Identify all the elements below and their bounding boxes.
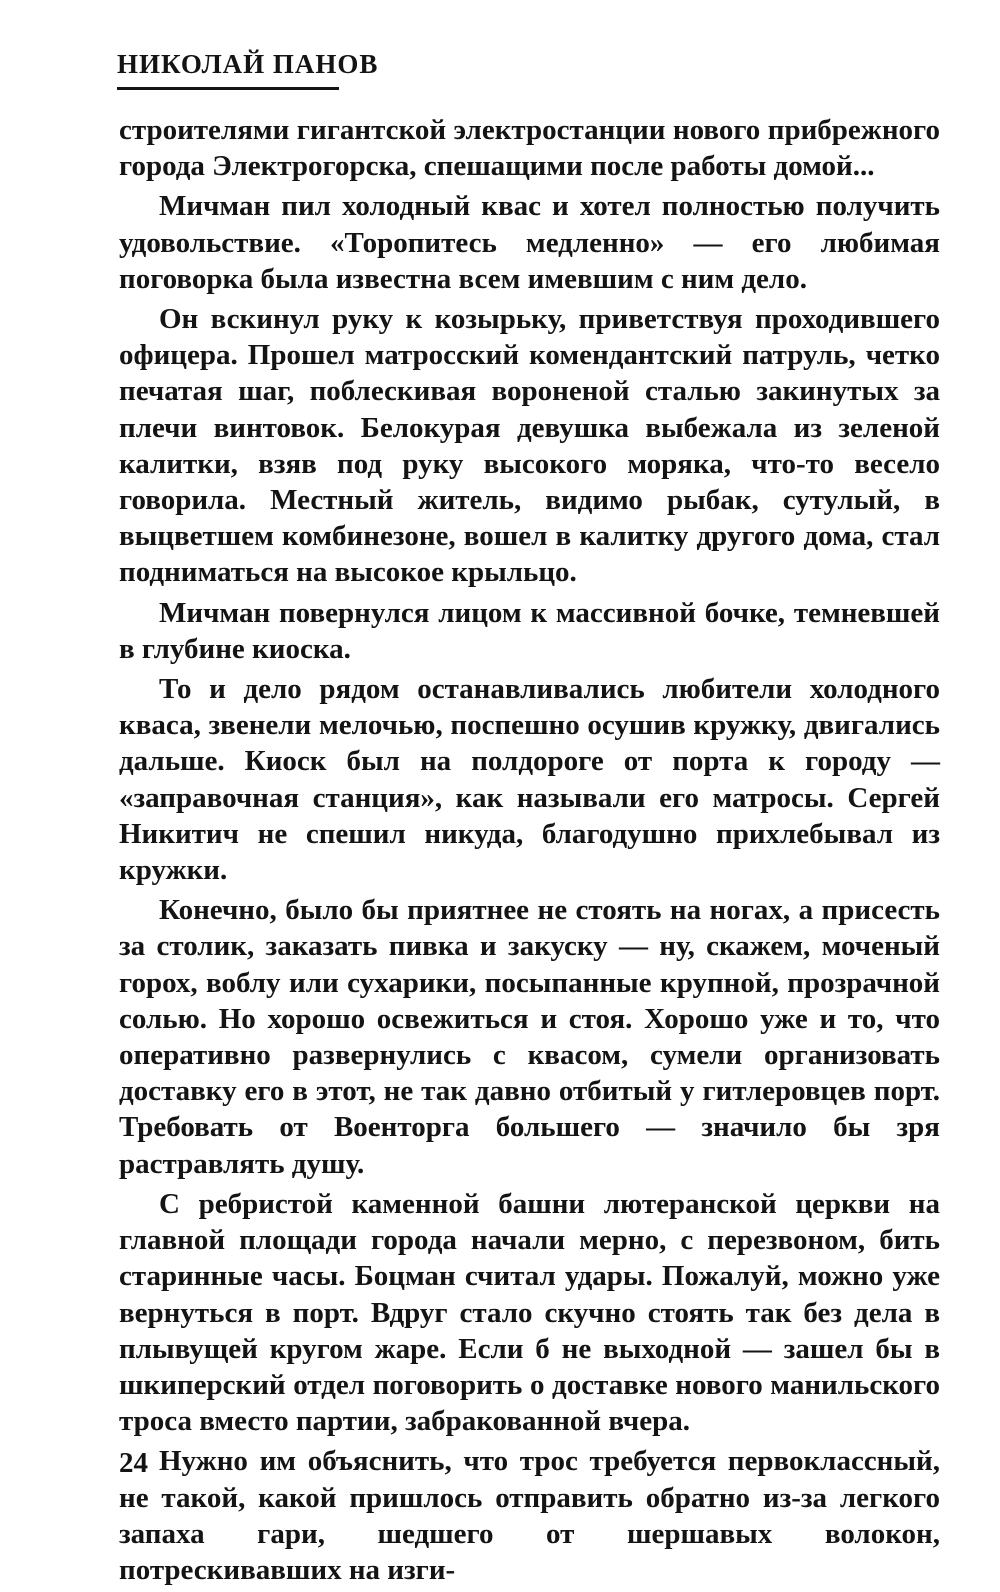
paragraph: Конечно, было бы приятнее не стоять на ногах, а присесть за столик, заказать пивка и закуску — ну, скажем, моченый горох, воблу или сухарики, посыпанные крупной, прозрачной солью. Но хорошо освежиться и стоя. Хорошо уже и то, что оперативно развернулись с квасом, сумели организовать доставку его в этот, не так давно отбитый у гитлеровцев порт. Требовать от Военторга большего — значило бы зря растравлять душу.: [119, 894, 940, 1180]
page-number: 24: [119, 1447, 148, 1479]
paragraph-continued: строителями гигантской электростанции нового прибрежного города Электрогорска, спешащими после работы домой...: [119, 114, 940, 183]
body-text: [119, 112, 940, 1592]
paragraph: Нужно им объяснить, что трос требуется первоклассный, не такой, какой пришлось отправить обратно из-за легкого запаха гари, шедшего от шершавых волокон, потрескивавших на изги-: [119, 1445, 940, 1586]
paragraph: С ребристой каменной башни лютеранской церкви на главной площади города начали мерно, с перезвоном, бить старинные часы. Боцман считал удары. Пожалуй, можно уже вернуться в порт. Вдруг стало скучно стоять так без дела в плывущей кругом жаре. Если б не выходной — зашел бы в шкиперский отдел поговорить о доставке нового манильского троса вместо партии, забракованной вчера.: [119, 1187, 940, 1438]
paragraph: Мичман пил холодный квас и хотел полностью получить удовольствие. «Торопитесь медленно» — его любимая поговорка была известна всем имевшим с ним дело.: [119, 190, 940, 295]
paragraph: Он вскинул руку к козырьку, приветствуя проходившего офицера. Прошел матросский комендантский патруль, четко печатая шаг, поблескивая вороненой сталью закинутых за плечи винтовок. Белокурая девушка выбежала из зеленой калитки, взяв под руку высокого моряка, что-то весело говорила. Местный житель, видимо рыбак, сутулый, в выцветшем комбинезоне, вошел в калитку другого дома, стал подниматься на высокое крыльцо.: [119, 303, 940, 589]
running-head-underline: [117, 87, 339, 90]
paragraph: Мичман повернулся лицом к массивной бочке, темневшей в глубине киоска.: [119, 596, 940, 665]
paragraph: То и дело рядом останавливались любители холодного кваса, звенели мелочью, поспешно осушив кружку, двигались дальше. Киоск был на полдороге от порта к городу — «заправочная станция», как называли его матросы. Сергей Никитич не спешил никуда, благодушно прихлебывал из кружки.: [119, 673, 940, 887]
running-head-author: НИКОЛАЙ ПАНОВ: [117, 49, 379, 79]
